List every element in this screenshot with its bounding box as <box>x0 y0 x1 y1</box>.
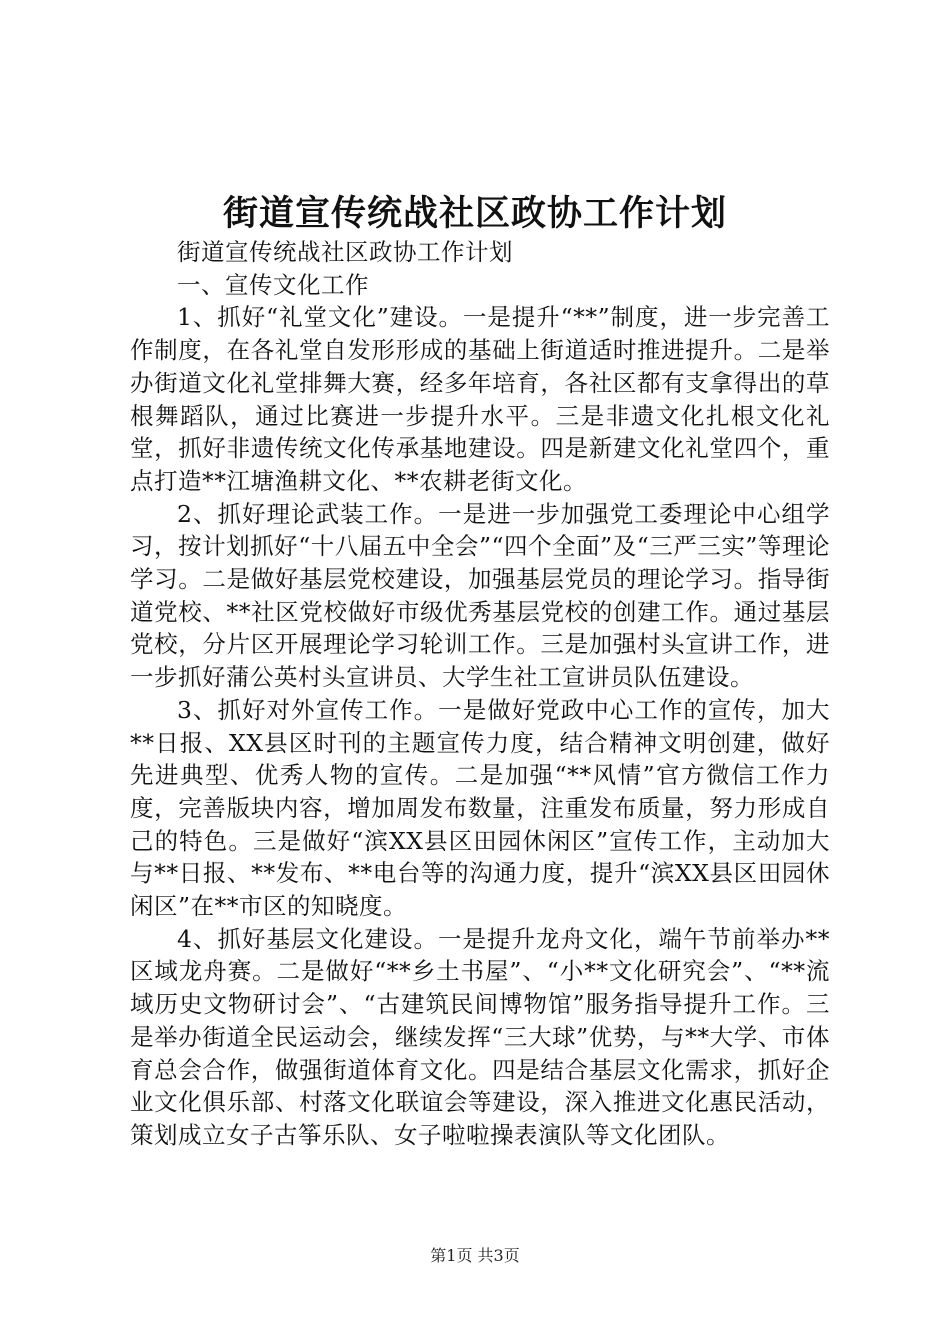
paragraph-item-2: 2、抓好理论武装工作。一是进一步加强党工委理论中心组学习，按计划抓好“十八届五中全会”“四个全面”及“三严三实”等理论学习。二是做好基层党校建设，加强基层党员的理论学习。指导街道党校、**社区党校做好市级优秀基层党校的创建工作。通过基层党校，分片区开展理论学习轮训工作。三是加强村头宣讲工作，进一步抓好蒲公英村头宣讲员、大学生社工宣讲员队伍建设。 <box>130 499 830 692</box>
page-number-footer: 第1页 共3页 <box>430 1246 520 1265</box>
paragraph-subtitle: 街道宣传统战社区政协工作计划 <box>177 238 513 266</box>
paragraph-item-4: 4、抓好基层文化建设。一是提升龙舟文化，端午节前举办**区域龙舟赛。二是做好“**乡土书屋”、“小**文化研究会”、“**流域历史文物研讨会”、“古建筑民间博物馆”服务指导提升工作。三是举办街道全民运动会，继续发挥“三大球”优势，与**大学、市体育总会合作，做强街道体育文化。四是结合基层文化需求，抓好企业文化俱乐部、村落文化联谊会等建设，深入推进文化惠民活动，策划成立女子古筝乐队、女子啦啦操表演队等文化团队。 <box>130 924 830 1149</box>
document-title: 街道宣传统战社区政协工作计划 <box>222 193 727 234</box>
paragraph-section-heading: 一、宣传文化工作 <box>177 270 369 299</box>
document-body <box>130 236 830 1152</box>
paragraph-item-3: 3、抓好对外宣传工作。一是做好党政中心工作的宣传，加大**日报、XX县区时刊的主题宣传力度，结合精神文明创建，做好先进典型、优秀人物的宣传。二是加强“**风情”官方微信工作力度，完善版块内容，增加周发布数量，注重发布质量，努力形成自己的特色。三是做好“滨XX县区田园休闲区”宣传工作，主动加大与**日报、**发布、**电台等的沟通力度，提升“滨XX县区田园休闲区”在**市区的知晓度。 <box>130 695 830 921</box>
paragraph-item-1: 1、抓好“礼堂文化”建设。一是提升“**”制度，进一步完善工作制度，在各礼堂自发形形成的基础上街道适时推进提升。二是举办街道文化礼堂排舞大赛，经多年培育，各社区都有支拿得出的草根舞蹈队，通过比赛进一步提升水平。三是非遗文化扎根文化礼堂，抓好非遗传统文化传承基地建设。四是新建文化礼堂四个，重点打造**江塘渔耕文化、**农耕老街文化。 <box>130 303 830 495</box>
